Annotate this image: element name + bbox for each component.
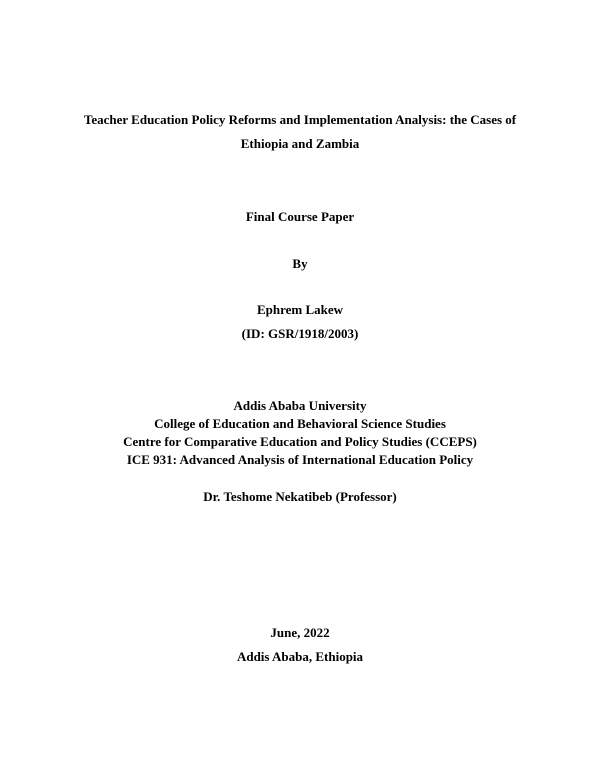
submission-place: Addis Ababa, Ethiopia <box>236 649 364 664</box>
university-name: Addis Ababa University <box>233 398 367 413</box>
author-id: (ID: GSR/1918/2003) <box>241 326 359 341</box>
submission-date: June, 2022 <box>270 625 330 640</box>
centre-name: Centre for Comparative Education and Policy Studies (CCEPS) <box>123 434 477 449</box>
title-line-1: Teacher Education Policy Reforms and Implementation Analysis: the Cases of <box>83 112 517 127</box>
author-name: Ephrem Lakew <box>256 302 344 317</box>
course-name: ICE 931: Advanced Analysis of International Education Policy <box>126 452 474 467</box>
by-label: By <box>292 256 308 271</box>
college-name: College of Education and Behavioral Science Studies <box>154 416 446 431</box>
title-line-2: Ethiopia and Zambia <box>240 136 360 151</box>
paper-type: Final Course Paper <box>245 209 355 224</box>
instructor-name: Dr. Teshome Nekatibeb (Professor) <box>203 489 397 504</box>
